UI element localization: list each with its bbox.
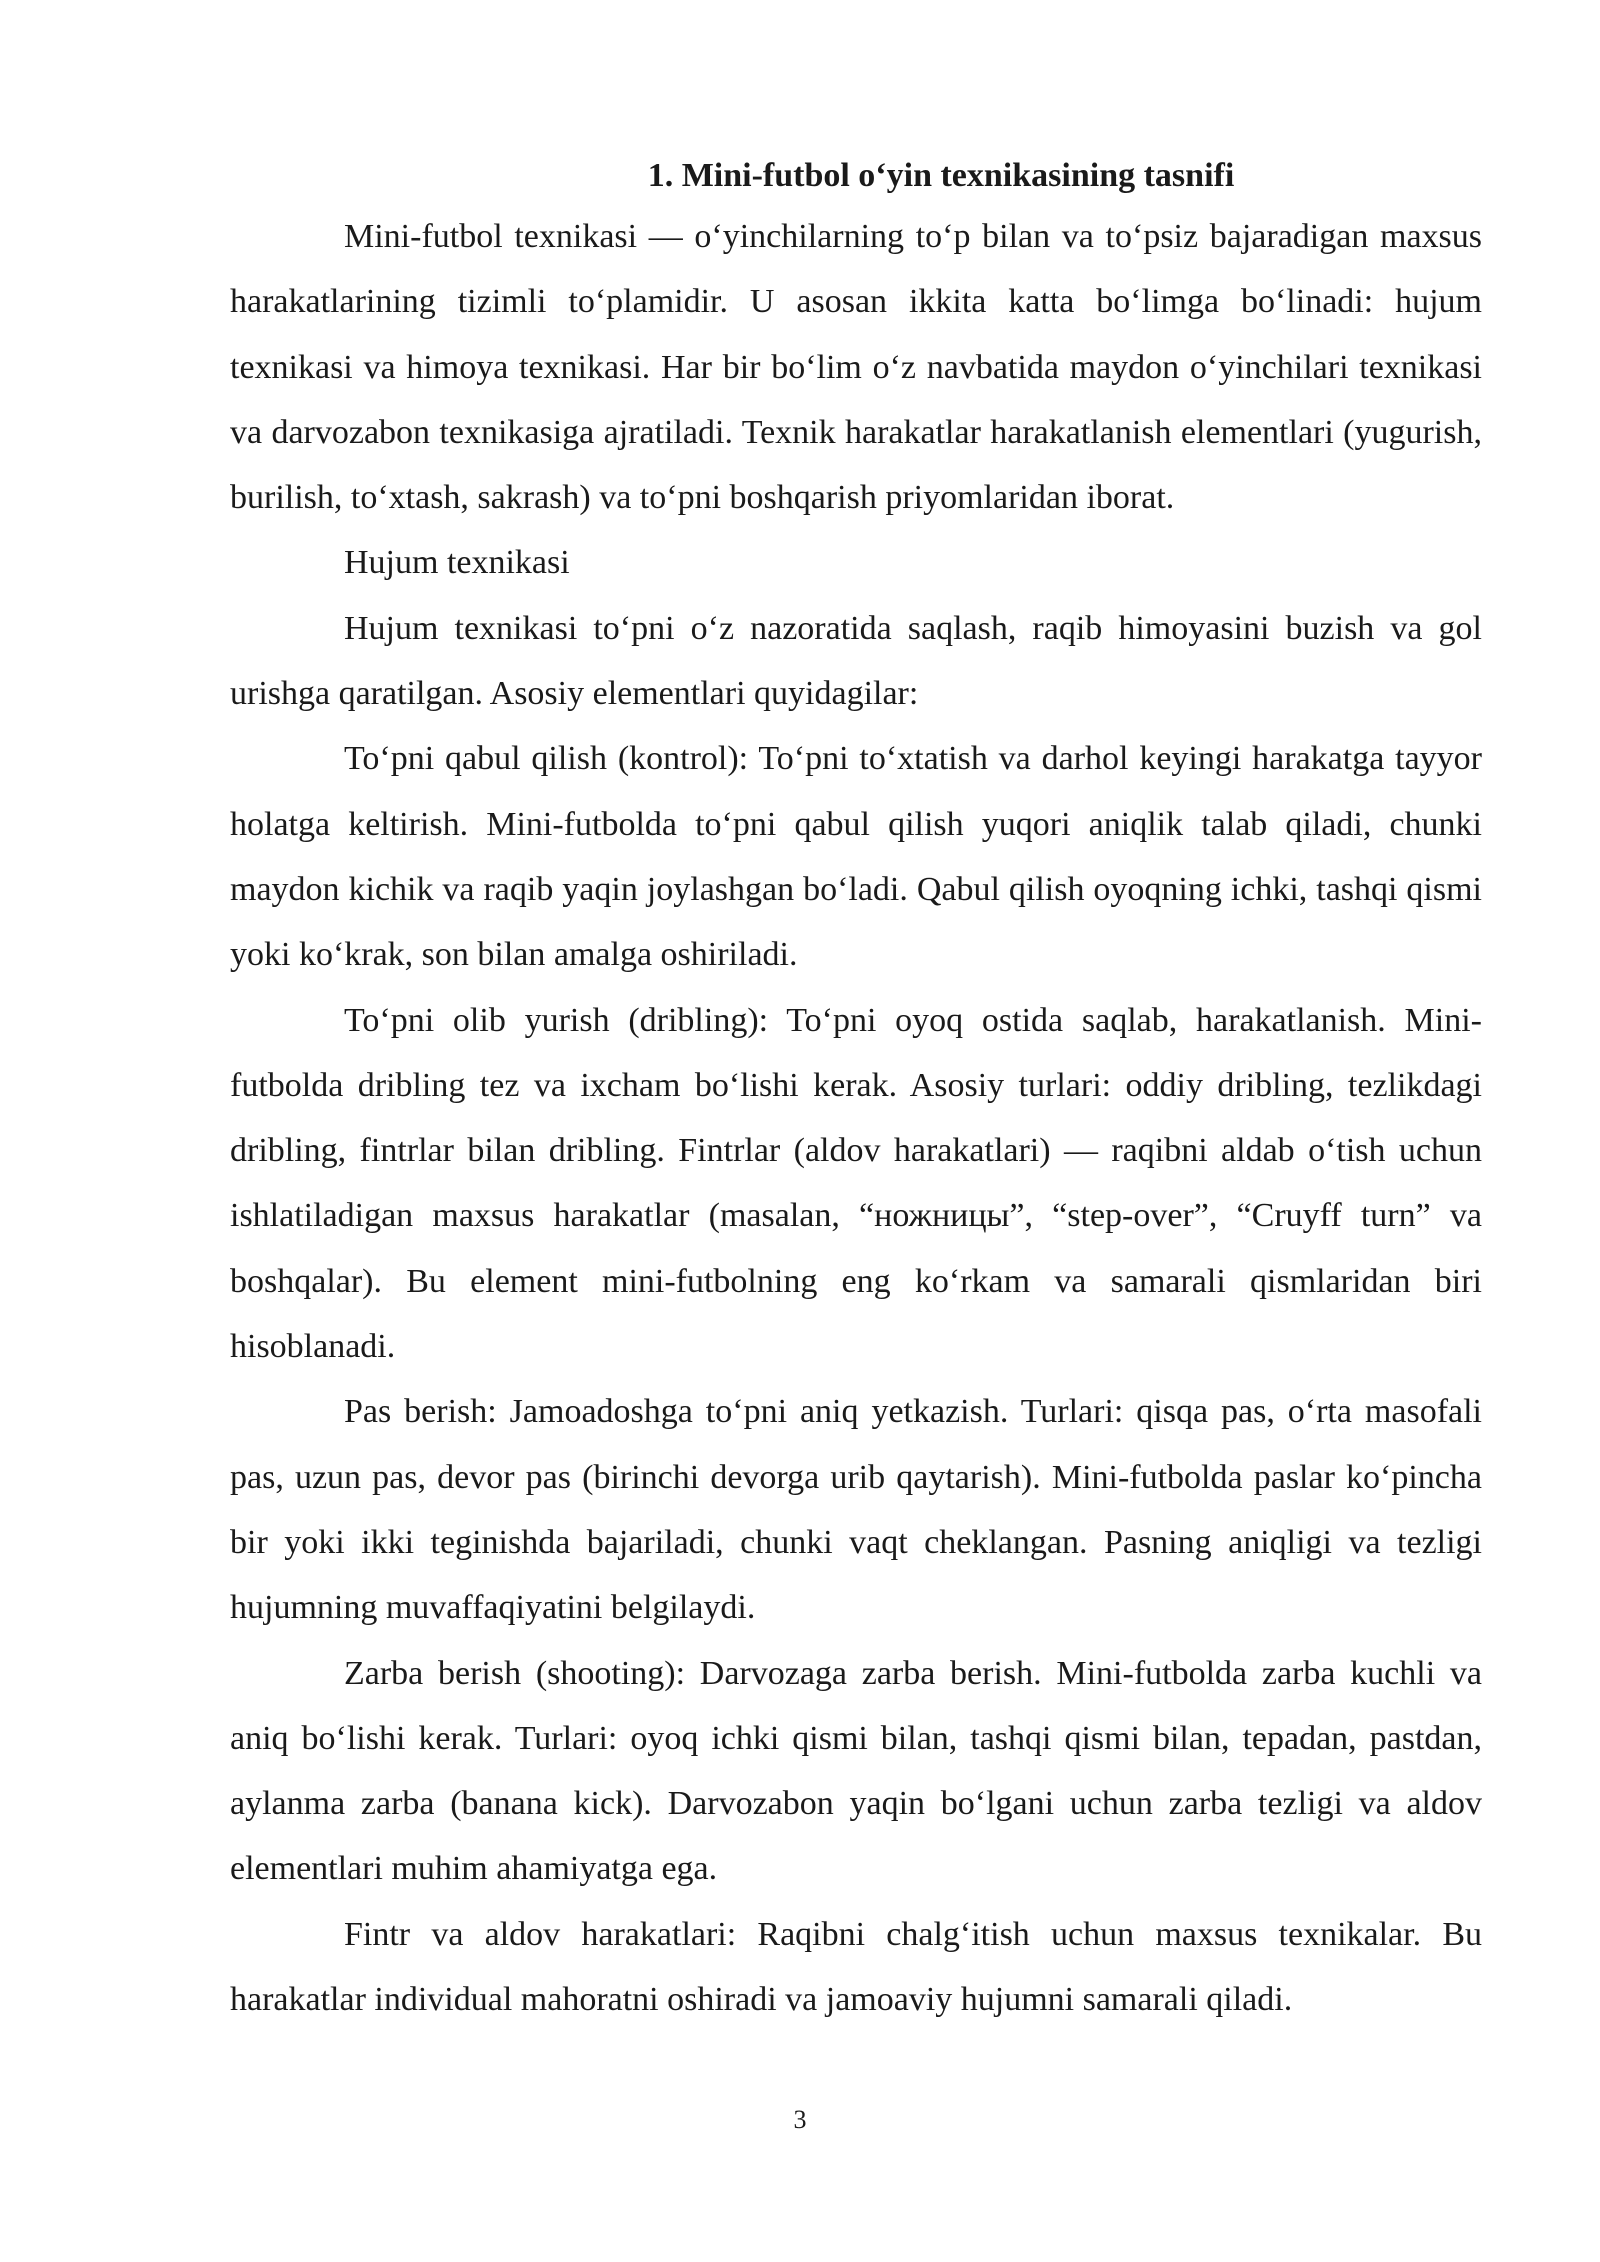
page-body [230,148,1482,2032]
paragraph-ball-control: To‘pni qabul qilish (kontrol): To‘pni to‘xtatish va darhol keyingi harakatga tayyor holatga keltirish. Mini-futbolda to‘pni qabul qilish yuqori aniqlik talab qiladi, chunki maydon kichik va raqib yaqin joylashgan bo‘ladi. Qabul qilish oyoqning ichki, tashqi qismi yoki ko‘krak, son bilan amalga oshiriladi. [230,740,1482,974]
paragraph-intro: Mini-futbol texnikasi — o‘yinchilarning to‘p bilan va to‘psiz bajaradigan maxsus harakatlarining tizimli to‘plamidir. U asosan ikkita katta bo‘limga bo‘linadi: hujum texnikasi va himoya texnikasi. Har bir bo‘lim o‘z navbatida maydon o‘yinchilari texnikasi va darvozabon texnikasiga ajratiladi. Texnik harakatlar harakatlanish elementlari (yugurish, burilish, to‘xtash, sakrash) va to‘pni boshqarish priyomlaridan iborat. [230,218,1482,517]
paragraph-attack-technique: Hujum texnikasi to‘pni o‘z nazoratida saqlash, raqib himoyasini buzish va gol urishga qaratilgan. Asosiy elementlari quyidagilar: [230,609,1482,713]
subheading-attack-technique: Hujum texnikasi [344,544,570,582]
section-heading: 1. Mini-futbol o‘yin texnikasining tasnifi [647,157,1235,194]
page-number: 3 [793,2105,807,2134]
paragraph-dribbling: To‘pni olib yurish (dribling): To‘pni oyoq ostida saqlab, harakatlanish. Mini-futbolda dribling tez va ixcham bo‘lishi kerak. Asosiy turlari: oddiy dribling, tezlikdagi dribling, fintrlar bilan dribling. Fintrlar (aldov harakatlari) — raqibni aldab o‘tish uchun ishlatiladigan maxsus harakatlar (masalan, “ножницы”, “step-over”, “Cruyff turn” va boshqalar). Bu element mini-futbolning eng ko‘rkam va samarali qismlaridan biri hisoblanadi. [230,1001,1482,1366]
paragraph-feints: Fintr va aldov harakatlari: Raqibni chalg‘itish uchun maxsus texnikalar. Bu harakatlar individual mahoratni oshiradi va jamoaviy hujumni samarali qiladi. [230,1915,1482,2019]
paragraph-passing: Pas berish: Jamoadoshga to‘pni aniq yetkazish. Turlari: qisqa pas, o‘rta masofali pas, uzun pas, devor pas (birinchi devorga urib qaytarish). Mini-futbolda paslar ko‘pincha bir yoki ikki teginishda bajariladi, chunki vaqt cheklangan. Pasning aniqligi va tezligi hujumning muvaffaqiyatini belgilaydi. [230,1393,1482,1627]
paragraph-shooting: Zarba berish (shooting): Darvozaga zarba berish. Mini-futbolda zarba kuchli va aniq bo‘lishi kerak. Turlari: oyoq ichki qismi bilan, tashqi qismi bilan, tepadan, pastdan, aylanma zarba (banana kick). Darvozabon yaqin bo‘lgani uchun zarba tezligi va aldov elementlari muhim ahamiyatga ega. [230,1654,1482,1888]
